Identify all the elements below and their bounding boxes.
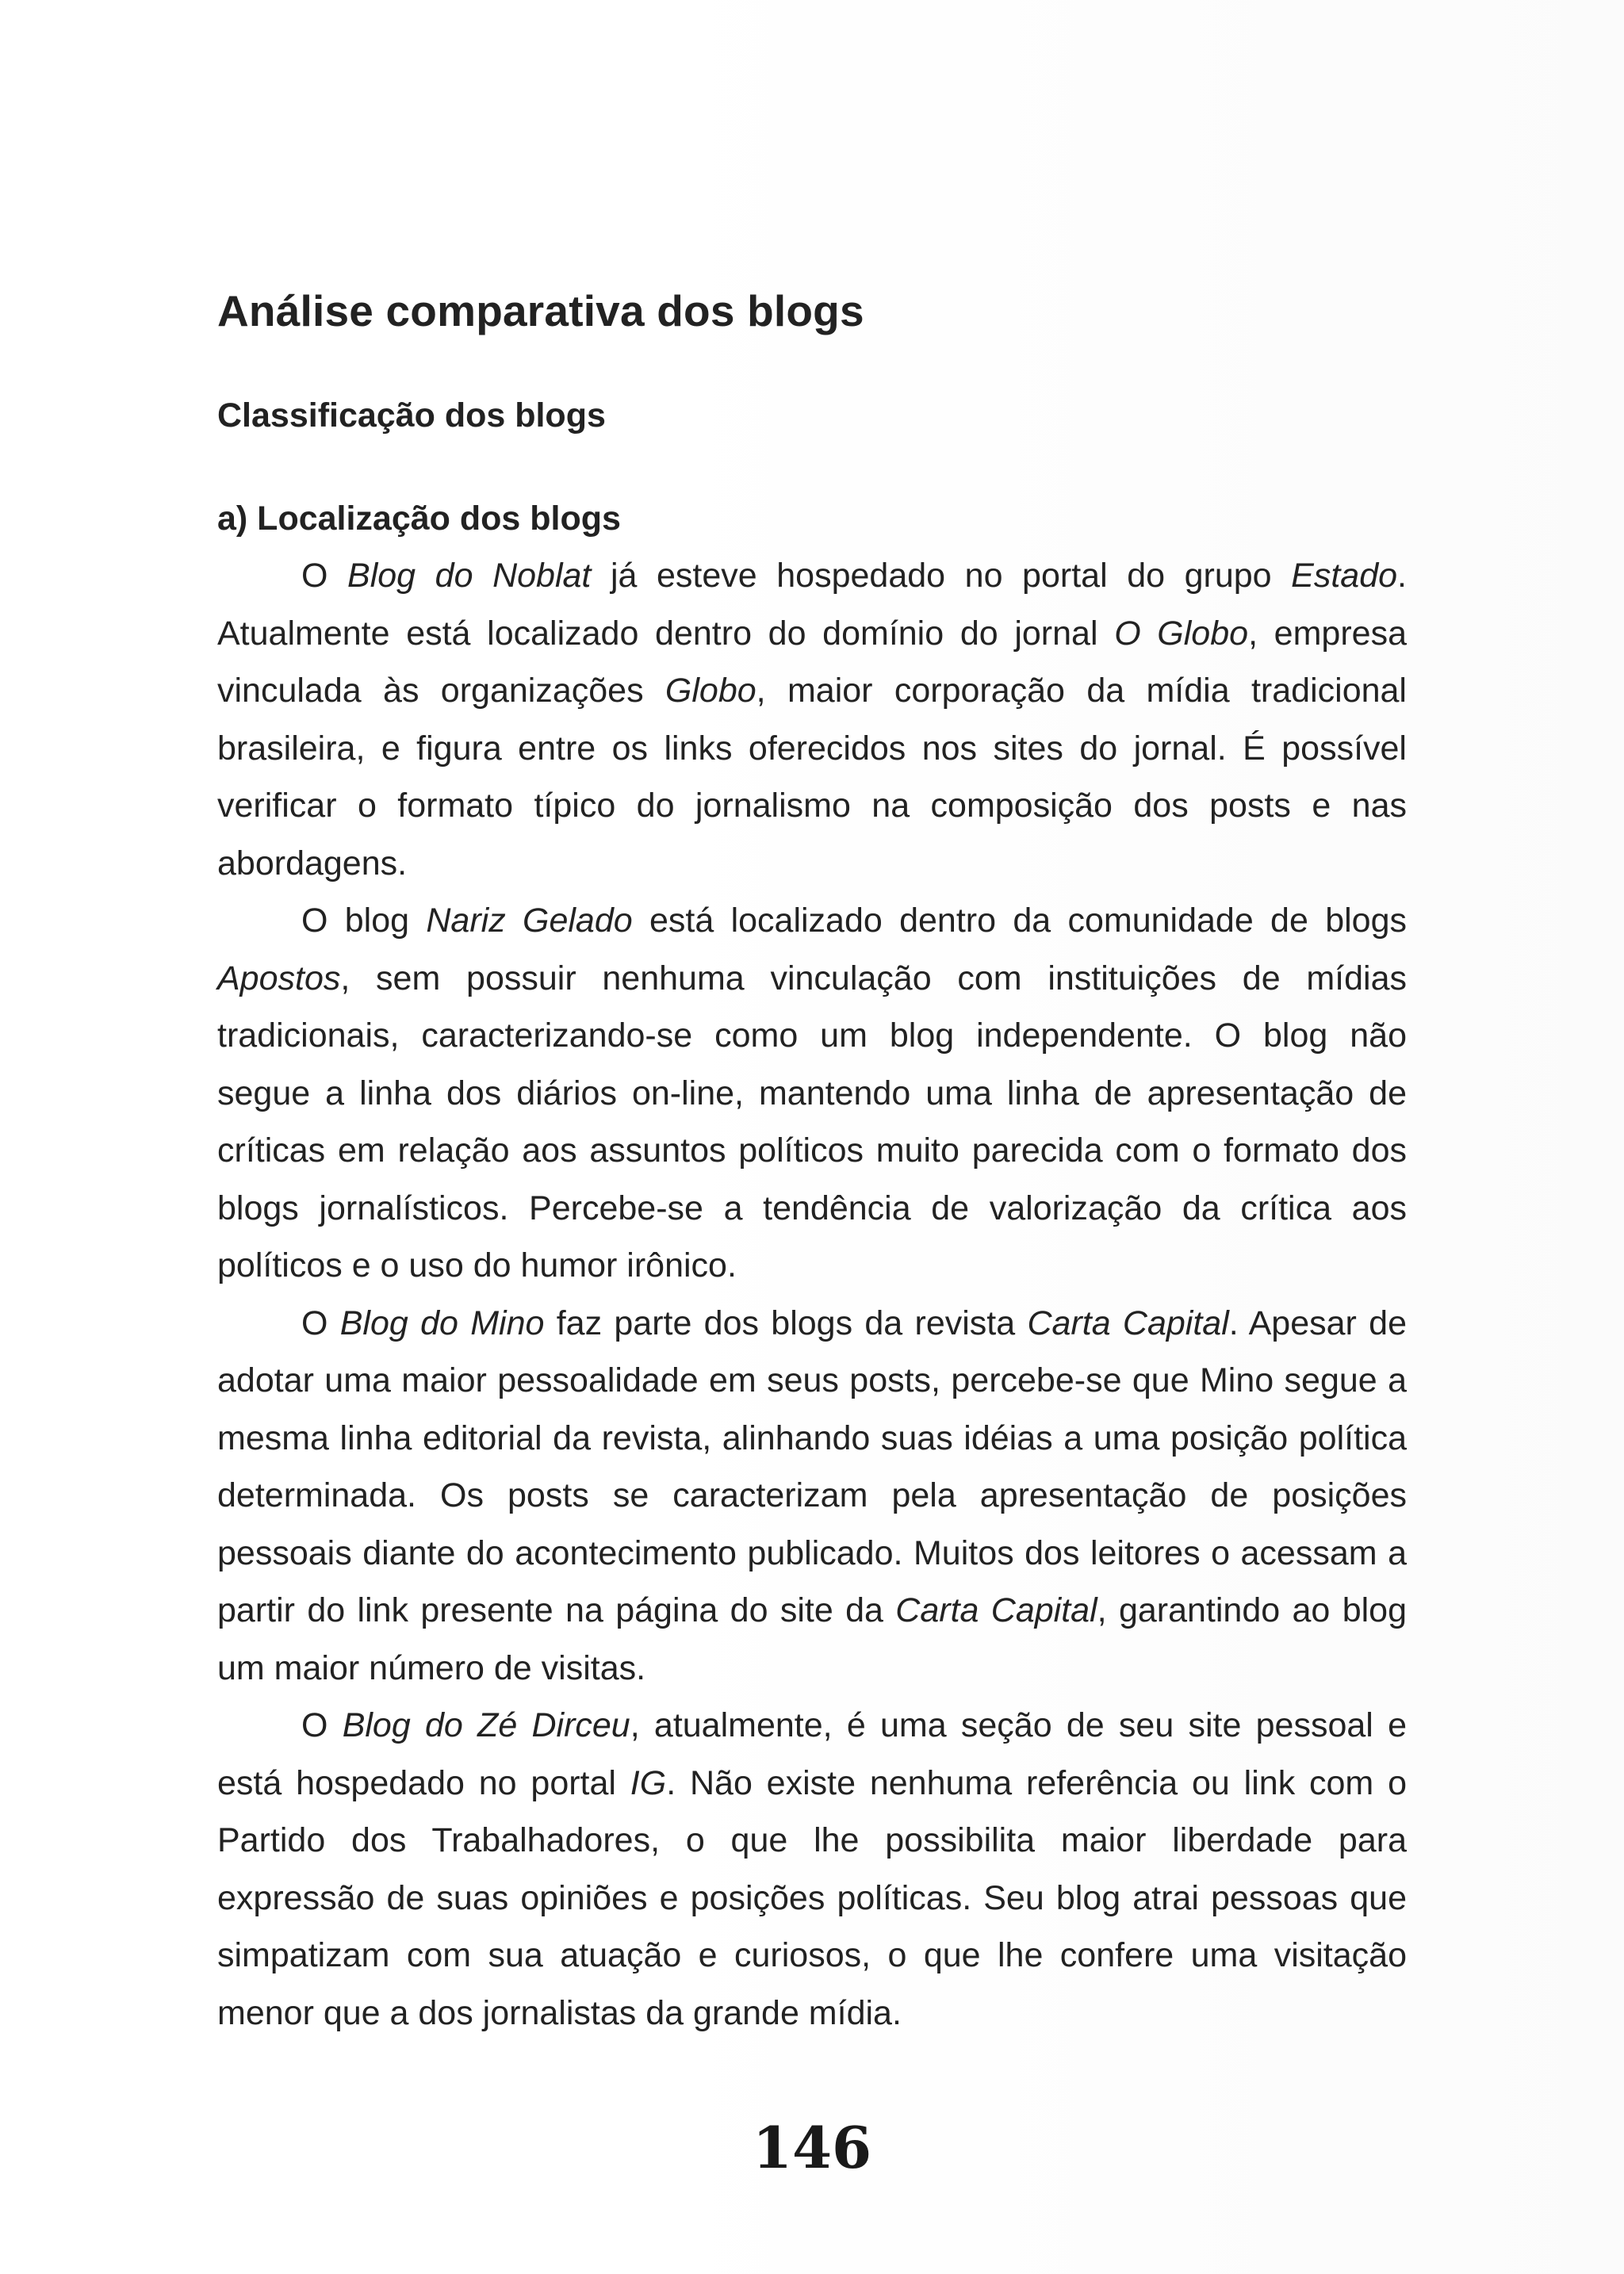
text-run: , empresa vinculada às organizações bbox=[217, 614, 1407, 710]
body-paragraph bbox=[217, 1697, 1407, 2042]
italic-term: Estado bbox=[1291, 557, 1398, 595]
italic-term: Carta Capital bbox=[1027, 1304, 1229, 1342]
italic-term: Apostos bbox=[217, 959, 341, 997]
text-run: faz parte dos blogs da revista bbox=[544, 1304, 1028, 1342]
italic-term: IG bbox=[630, 1763, 667, 1802]
section-heading: Classificação dos blogs bbox=[217, 396, 606, 435]
text-run: , maior corporação da mídia tradicional brasileira, e figura entre os links oferecidos nos sites do jornal. É possível verificar o formato típico do jornalismo na composição dos posts e nas abordagens. bbox=[217, 672, 1407, 882]
italic-term: Carta Capital bbox=[895, 1591, 1097, 1629]
text-run: está localizado dentro da comunidade de blogs bbox=[632, 902, 1407, 940]
text-run: já esteve hospedado no portal do grupo bbox=[591, 557, 1292, 595]
body-paragraph bbox=[217, 547, 1407, 892]
subsection-heading: a) Localização dos blogs bbox=[217, 500, 621, 538]
italic-term: Nariz Gelado bbox=[426, 902, 633, 940]
text-run: O blog bbox=[301, 902, 427, 940]
text-run: O bbox=[301, 1304, 340, 1342]
text-run: , garantindo ao blog um maior número de visitas. bbox=[217, 1591, 1407, 1687]
text-run: O bbox=[301, 1706, 343, 1744]
italic-term: Globo bbox=[665, 672, 756, 710]
chapter-title: Análise comparativa dos blogs bbox=[217, 286, 864, 335]
page-content bbox=[217, 278, 1407, 2042]
text-run: . Apesar de adotar uma maior pessoalidade em seus posts, percebe-se que Mino segue a mesma linha editorial da revista, alinhando suas idéias a uma posição política determinada. Os posts se caracterizam pela apresentação de posições pessoais diante do acontecimento publicado. Muitos dos leitores o acessam a partir do link presente na página do site da bbox=[217, 1304, 1407, 1629]
body-paragraph bbox=[217, 892, 1407, 1295]
text-run: . Não existe nenhuma referência ou link com o Partido dos Trabalhadores, o que lhe possibilita maior liberdade para expressão de suas opiniões e posições políticas. Seu blog atrai pessoas que simpatizam com sua atuação e curiosos, o que lhe confere uma visitação menor que a dos jornalistas da grande mídia. bbox=[217, 1763, 1407, 2032]
italic-term: O Globo bbox=[1114, 614, 1249, 653]
italic-term: Blog do Zé Dirceu bbox=[342, 1706, 630, 1744]
italic-term: Blog do Mino bbox=[339, 1304, 545, 1342]
body-paragraph bbox=[217, 1295, 1407, 1698]
text-run: . Atualmente está localizado dentro do domínio do jornal bbox=[217, 557, 1407, 653]
text-run: , atualmente, é uma seção de seu site pessoal e está hospedado no portal bbox=[217, 1706, 1407, 1802]
text-run: O bbox=[301, 557, 348, 595]
page-number: 146 bbox=[752, 2114, 872, 2181]
text-run: , sem possuir nenhuma vinculação com instituições de mídias tradicionais, caracterizando-se como um blog independente. O blog não segue a linha dos diários on-line, mantendo uma linha de apresentação de críticas em relação aos assuntos políticos muito parecida com o formato dos blogs jornalísticos. Percebe-se a tendência de valorização da crítica aos políticos e o uso do humor irônico. bbox=[217, 959, 1407, 1284]
body-text bbox=[217, 547, 1407, 2042]
italic-term: Blog do Noblat bbox=[347, 557, 592, 595]
